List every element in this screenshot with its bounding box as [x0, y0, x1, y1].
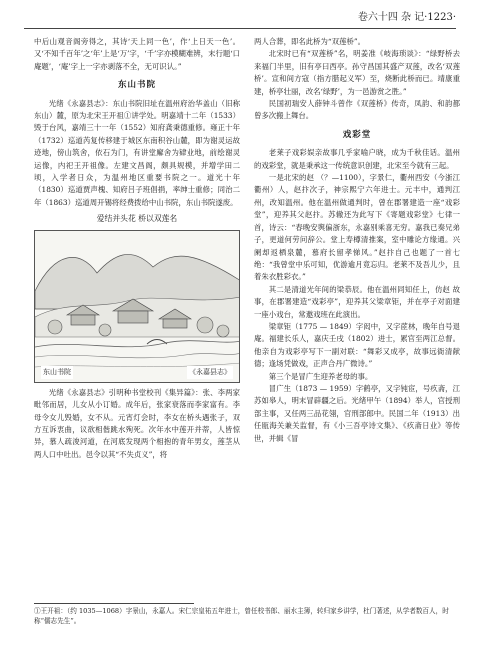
maoguangsheng-paragraph: 冒广生（1873 — 1959）字鹤亭，又字钝宦，号疚斋，江苏如皋人，明末冒辟疆之后。光绪甲午（1894）举人，官授刑部主事，又任两三品花翎，官刑部郎中。民国二年（1913）出任瓯海关兼关监督，有《小三吾亭诗文集》、《疚斋日业》等传世，并辑《冒	[254, 383, 460, 443]
dongshan-paragraph: 光绪《永嘉县志》：东山书院旧址在温州府治华盖山（旧称东山）麓，原为北宋王开祖①讲学处。明嘉靖十二年（1533）毁于台风，嘉靖三十一年（1552）知府龚秉德重修。雍正十年（1732）巡道芮复传移建于城区东南积谷山麓，即为谢灵运故迹地，傍山筑舍，依石为门，有讲堂廨舍为肄业地，前绘谢灵运像，内祀王开祖像。左建文昌阁，颇具规模，并增学田二顷，入学者日众，为温州地区重要书院之一。道光十年（1830）巡道贾声槐、知府吕子班倡捐，率绅士重修；同治二年（1863）巡道周开锡将经费拨给中山书院，东山书院遂废。	[34, 98, 240, 207]
shuanglian-paragraph: 光绪《永嘉县志》引明种书堂校刊《集异篇》：张、李两家毗邻而居，儿女从小订婚。成年后，张家衰落而李家富有。李母令女儿毁婚，女不从。元宵灯会时，李女在桥头遇张子，双方互诉衷曲，议欲相偕跳水殉死。次年水中莲开并蒂，人皆惊异，慕人疏浚河道，在河底发现两个相抱的青年男女，莲茎从两人口中吐出。邑令以其“不失贞义”，将	[34, 387, 240, 459]
section-title-xicaitang: 戏彩堂	[342, 129, 372, 140]
footnote: ①王开祖：（约 1035—1068）字景山，永嘉人。宋仁宗皇祐五年进士，曾任校书郎、丽水主簿，转归家乡讲学，杜门著述，从学者数百人，时称“儒志先生”。	[34, 607, 449, 625]
left-column	[34, 36, 240, 461]
continuation-paragraph: 两人合葬，即名此桥为“双莲桥”。	[254, 37, 366, 46]
minguo-paragraph: 民国初瑞安人薛钟斗曾作《双莲桥》传奇，凤韵、和韵都曾多次搬上舞台。	[254, 99, 460, 121]
academy-engraving	[35, 231, 240, 383]
academy-illustration	[34, 230, 240, 383]
beifang-paragraph: 北宋时已有“双莲桥”名，明姜准《岐海琐谈》：“绿野桥去来福门半里，旧有亭曰西亭。孙守昌国其盛产双莲，改名‘双莲桥’。宣和间方寇（指方腊起义军）至，烧断此桥而已。靖康重建，桥亭壮丽，改名‘绿野’，为一邑游赏之胜。”	[254, 49, 460, 96]
figure-caption-right: 《永嘉县志》	[187, 366, 233, 378]
intro-paragraph: 中后山观音阁旁得之，其诗‘天上同一色’，作‘上日天一色’。又‘不知千百年’之‘年’上是‘万’字，‘千’字亦模糊难辨，末行题‘口庵题’，‘庵’字上一字亦剥落不全，无可识认。”	[34, 37, 240, 71]
footnote-divider	[34, 603, 194, 604]
liang-paragraph: 其二是清道光年间的梁恭辰。他在温州同知任上，仿赵 故事，在郡署建造“戏彩亭”，迎养其父梁章钜，并在亭子对面建一座小戏台，常邀戏班在此演出。	[254, 284, 460, 319]
figure-caption-left: 东山书院	[41, 366, 73, 378]
laolaizi-paragraph: 老莱子戏彩娱亲故事几乎家喻户晓，成为千秋佳话。温州的戏彩堂，就是秉承这一传统意识创建，北宋至今就有三起。	[254, 148, 460, 170]
lianggong-paragraph: 梁章钜（1775 — 1849）字闳中，又字茝林，晚年自号退庵。福建长乐人，嘉庆壬戌（1802）进士，累官至两江总督。他亲自为戏彩亭写下一副对联：“舞彩又成亭，故事远衙清献德；逢场凭做戏，正声合丹广微诗。”	[254, 321, 460, 369]
running-head: 卷六十四 杂 记·1223·	[24, 8, 456, 29]
zhaoshi-paragraph: 一是北宋的赵 （？—1100），字景仁，衢州西安（今浙江衢州）人，赵抃次子，神宗熙宁六年进士。元丰中，通判江州，改知温州。他在温州做通判时，曾在郡署建造一座“戏彩堂”，迎养其父赵抃。苏辙还为此写下《寄题戏彩堂》七律一首，诗云：“春晚安舆偏浙东，永嘉别乘喜无穷。嘉我已奏兄弟子，更道何劳问辞公。堂上寿樽清推案，室中雕论方缘通。兴阑却返栖泉麓，慕府长留孝悌风。”赵抃自己也题了一首七绝：“我曾堂中乐可知，优游逾月竟忘归。老莱不及吾儿少，且着朱衣胜彩衣。”	[254, 173, 460, 282]
section-title-dongshan: 东山书院	[117, 80, 156, 91]
mao-intro-paragraph: 第三个是冒广生迎养老母的事。	[268, 371, 373, 381]
right-column	[254, 36, 460, 445]
figure-title: 爱结并头花 桥以双莲名	[96, 214, 178, 224]
